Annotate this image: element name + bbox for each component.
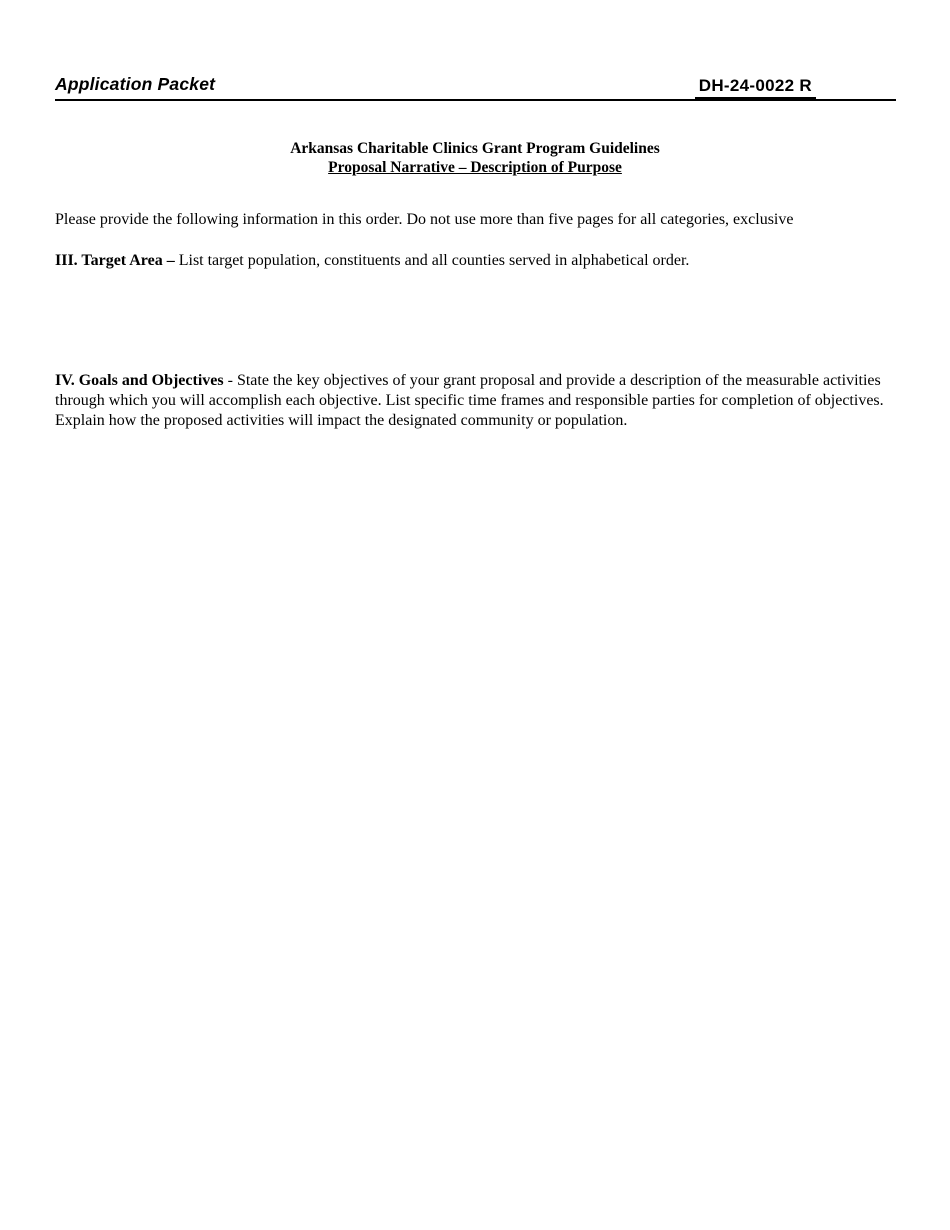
section-goals-objectives-body: - State the key objectives of your grant proposal and provide a description of the measurable activities through which you will accomplish each objective. List specific time frames and responsible parties for completion of objectives. Explain how the proposed activities will impact the designated community or population. [55, 372, 884, 429]
section-goals-objectives [55, 371, 893, 431]
document-title: Arkansas Charitable Clinics Grant Program Guidelines [290, 140, 660, 157]
section-target-area-body: List target population, constituents and all counties served in alphabetical order. [174, 252, 690, 269]
title-block [0, 139, 950, 177]
section-goals-objectives-heading: IV. Goals and Objectives [55, 372, 224, 389]
document-subtitle: Proposal Narrative – Description of Purpose [328, 159, 622, 176]
document-header [55, 74, 896, 101]
intro-paragraph: Please provide the following information in this order. Do not use more than five pages for all categories, exclusive [55, 211, 794, 228]
section-target-area-heading: III. Target Area – [55, 252, 175, 269]
header-title: Application Packet [55, 74, 216, 94]
header-document-number: DH-24-0022 R [695, 76, 816, 99]
section-target-area [55, 251, 900, 271]
